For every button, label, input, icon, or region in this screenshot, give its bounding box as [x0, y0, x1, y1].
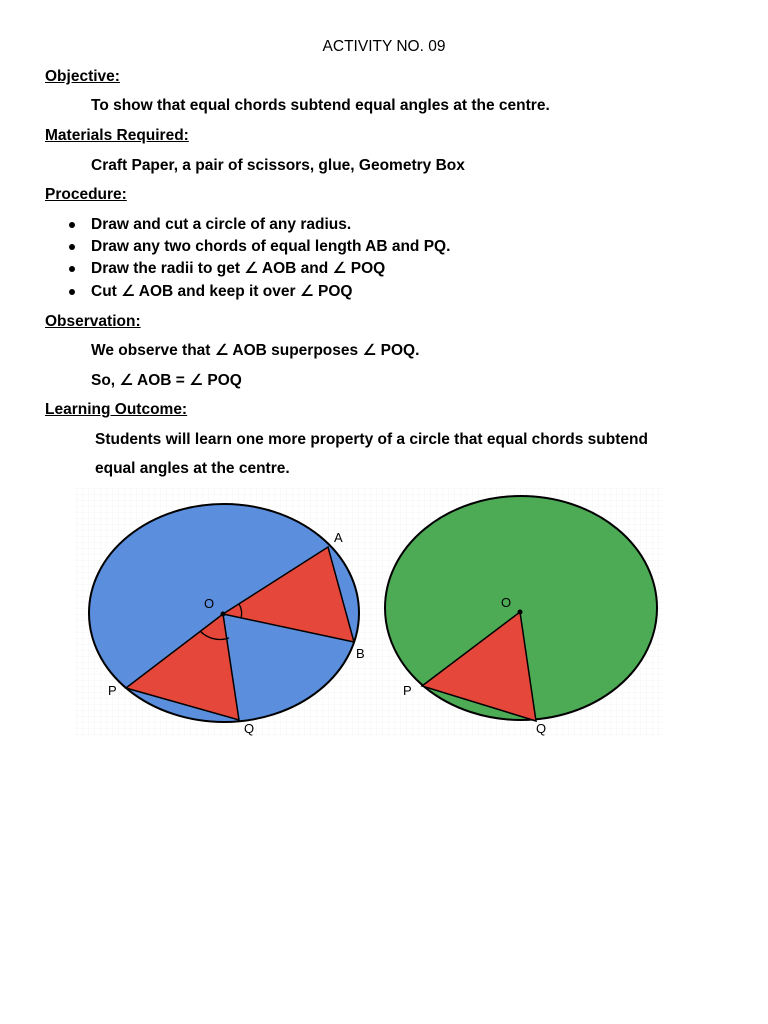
label-a: A [334, 530, 343, 545]
circle-figure [76, 488, 663, 736]
label-o-left: O [204, 596, 215, 611]
bullet-4 [69, 289, 75, 295]
label-p-right: P [403, 683, 412, 698]
procedure-step-1: Draw and cut a circle of any radius. [91, 216, 352, 233]
learning-outcome-heading: Learning Outcome: [45, 401, 188, 418]
page-title: ACTIVITY NO. 09 [322, 38, 446, 55]
bullet-2 [69, 244, 75, 250]
materials-heading: Materials Required: [45, 127, 189, 144]
procedure-step-4: Cut ∠ AOB and keep it over ∠ POQ [91, 283, 353, 300]
label-o-right: O [501, 595, 512, 610]
procedure-step-3: Draw the radii to get ∠ AOB and ∠ POQ [91, 260, 386, 277]
label-p-left: P [108, 683, 117, 698]
label-b: B [356, 646, 365, 661]
learning-outcome-line-2: equal angles at the centre. [95, 460, 290, 477]
label-q-right: Q [536, 721, 547, 736]
procedure-heading: Procedure: [45, 186, 127, 203]
objective-text: To show that equal chords subtend equal angles at the centre. [91, 97, 550, 114]
objective-heading: Objective: [45, 68, 120, 85]
bullet-3 [69, 266, 75, 272]
centre-point-o [221, 612, 226, 617]
centre-point-o-right [518, 610, 523, 615]
observation-line-1: We observe that ∠ AOB superposes ∠ POQ. [91, 342, 420, 359]
label-q-left: Q [244, 721, 255, 736]
bullet-1 [69, 222, 75, 228]
materials-text: Craft Paper, a pair of scissors, glue, Geometry Box [91, 157, 465, 174]
learning-outcome-line-1: Students will learn one more property of a circle that equal chords subtend [95, 431, 648, 448]
observation-heading: Observation: [45, 313, 141, 330]
procedure-step-2: Draw any two chords of equal length AB and PQ. [91, 238, 451, 255]
observation-line-2: So, ∠ AOB = ∠ POQ [91, 372, 242, 389]
